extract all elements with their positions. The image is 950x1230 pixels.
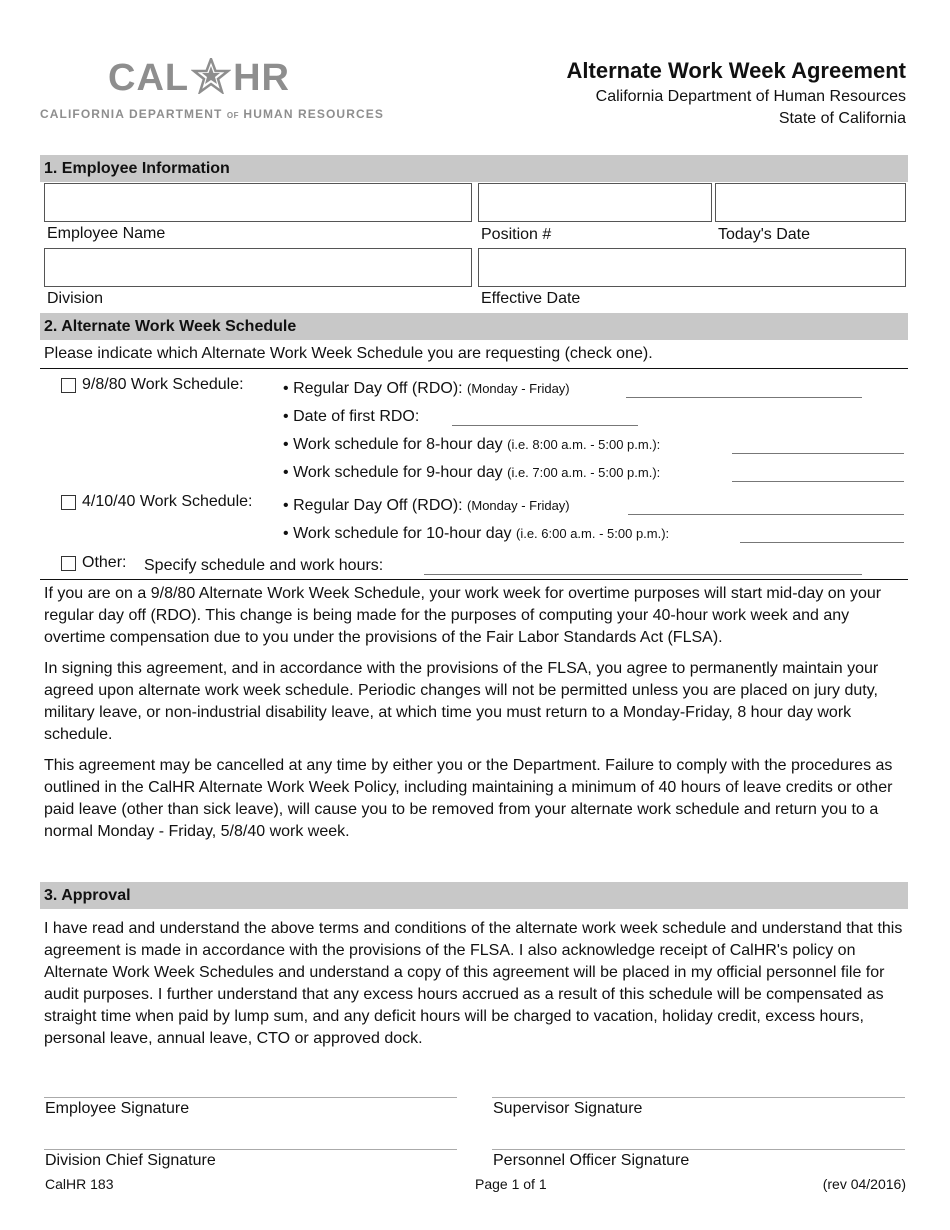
first-rdo-label: Date of first RDO: [293,408,420,425]
bullet: • [283,408,289,425]
checkbox-other-schedule[interactable] [61,556,76,571]
ws9-row [283,464,660,482]
bullet: • [283,525,289,542]
option-980-label: 9/8/80 Work Schedule: [82,376,244,393]
state-name: State of California [778,110,906,127]
approval-paragraph [44,918,910,1050]
approval-text: I have read and understand the above terms and conditions of the alternate work week schedule and understand that this agreement is made in accordance with the provisions of the FLSA. I also acknowledge receipt of CalHR's policy on Alternate Work Week Schedules and understand a copy of this agreement will be placed in my official personnel file for audit purposes. I further understand that any excess hours accrued as a result of this schedule will be compensated as straight time when paid by lump sum, and any deficit hours will be charged to vacation, holiday credit, excess hours, personal leave, annual leave, CTO or approved dock. [44,920,903,1047]
rdo-41040-hint: (Monday - Friday) [467,498,570,513]
logo-sub-of: OF [226,111,239,120]
todays-date-field[interactable] [715,183,906,222]
bullet: • [283,436,289,453]
supervisor-signature-label: Supervisor Signature [493,1100,643,1117]
ws8-input-line[interactable] [732,453,904,454]
calhr-logo [108,58,290,97]
divider [40,368,908,369]
first-rdo-input-line[interactable] [452,425,638,426]
section-employee-information-header [40,155,908,182]
todays-date-label: Today's Date [718,226,810,243]
division-chief-signature-label: Division Chief Signature [45,1152,216,1169]
rdo-980-hint: (Monday - Friday) [467,381,570,396]
ws10-input-line[interactable] [740,542,904,543]
personnel-officer-signature-label: Personnel Officer Signature [493,1152,690,1169]
bullet: • [283,464,289,481]
checkbox-980-schedule[interactable] [61,378,76,393]
rdo-980-row [283,380,570,398]
rdo-41040-input-line[interactable] [628,514,904,515]
rdo-980-input-line[interactable] [626,397,862,398]
star-icon [191,58,231,94]
section-2-heading: 2. Alternate Work Week Schedule [44,318,297,335]
ws8-label: Work schedule for 8-hour day [293,436,503,453]
employee-signature-label: Employee Signature [45,1100,190,1117]
overtime-paragraph: If you are on a 9/8/80 Alternate Work Week Schedule, your work week for overtime purposes will start mid-day on your regular day off (RDO). This change is being made for the purposes of computing your 40-hour work week and any overtime compensation due to you under the provisions of the Fair Labor Standards Act (FLSA). [44,585,882,646]
personnel-officer-signature-line[interactable] [492,1149,905,1150]
position-number-field[interactable] [478,183,712,222]
ws9-input-line[interactable] [732,481,904,482]
section-alternate-work-week-header [40,313,908,340]
employee-signature-line[interactable] [44,1097,457,1098]
logo-sub-left: CALIFORNIA DEPARTMENT [40,107,223,121]
employee-name-field[interactable] [44,183,472,222]
rdo-41040-label: Regular Day Off (RDO): [293,497,463,514]
first-rdo-row [283,408,419,426]
ws10-row [283,525,669,543]
ws8-row [283,436,660,454]
other-specify-label: Specify schedule and work hours: [144,557,384,574]
cancellation-paragraph: This agreement may be cancelled at any time by either you or the Department. Failure to comply with the procedures as outlined in the CalHR Alternate Work Week Policy, including maintaining a minimum of 40 hours of leave credits or other paid leave (other than sick leave), will cause you to be removed from your alternate work schedule and return you to a normal Monday - Friday, 5/8/40 work week. [44,757,893,840]
effective-date-field[interactable] [478,248,906,287]
checkbox-41040-schedule[interactable] [61,495,76,510]
ws10-hint: (i.e. 6:00 a.m. - 5:00 p.m.): [516,526,670,541]
division-label: Division [47,290,104,307]
bullet: • [283,380,289,397]
logo-text-cal: CAL [108,57,190,99]
effective-date-label: Effective Date [481,290,581,307]
logo-sub-right: HUMAN RESOURCES [243,107,384,121]
section-3-heading: 3. Approval [44,887,131,904]
department-name: California Department of Human Resources [595,88,906,105]
rdo-41040-row [283,497,570,515]
option-41040-label: 4/10/40 Work Schedule: [82,493,253,510]
revision-date: (rev 04/2016) [822,1176,906,1192]
agreement-paragraph: In signing this agreement, and in accordance with the provisions of the FLSA, you agree to permanently maintain your agreed upon alternate work week schedule. Periodic changes will not be permitted unless you are placed on jury duty, military leave, or non-industrial disability leave, at which time you must return to a Monday-Friday, 8 hour day work schedule. [44,660,879,743]
rdo-980-label: Regular Day Off (RDO): [293,380,463,397]
division-chief-signature-line[interactable] [44,1149,457,1150]
divider [40,579,908,580]
policy-paragraphs [44,583,910,843]
form-id: CalHR 183 [45,1176,114,1192]
page-number: Page 1 of 1 [475,1176,547,1192]
ws8-hint: (i.e. 8:00 a.m. - 5:00 p.m.): [507,437,661,452]
other-specify-input-line[interactable] [424,574,862,575]
bullet: • [283,497,289,514]
ws10-label: Work schedule for 10-hour day [293,525,512,542]
section-1-heading: 1. Employee Information [44,160,230,177]
section-approval-header [40,882,908,909]
ws9-hint: (i.e. 7:00 a.m. - 5:00 p.m.): [507,465,661,480]
division-field[interactable] [44,248,472,287]
form-title: Alternate Work Week Agreement [566,58,906,83]
option-other-label: Other: [82,554,127,571]
ws9-label: Work schedule for 9-hour day [293,464,503,481]
employee-name-label: Employee Name [47,225,166,242]
position-number-label: Position # [481,226,552,243]
logo-subtitle [40,107,384,121]
schedule-instruction: Please indicate which Alternate Work Week Schedule you are requesting (check one). [44,345,653,362]
logo-text-hr: HR [233,57,290,99]
supervisor-signature-line[interactable] [492,1097,905,1098]
